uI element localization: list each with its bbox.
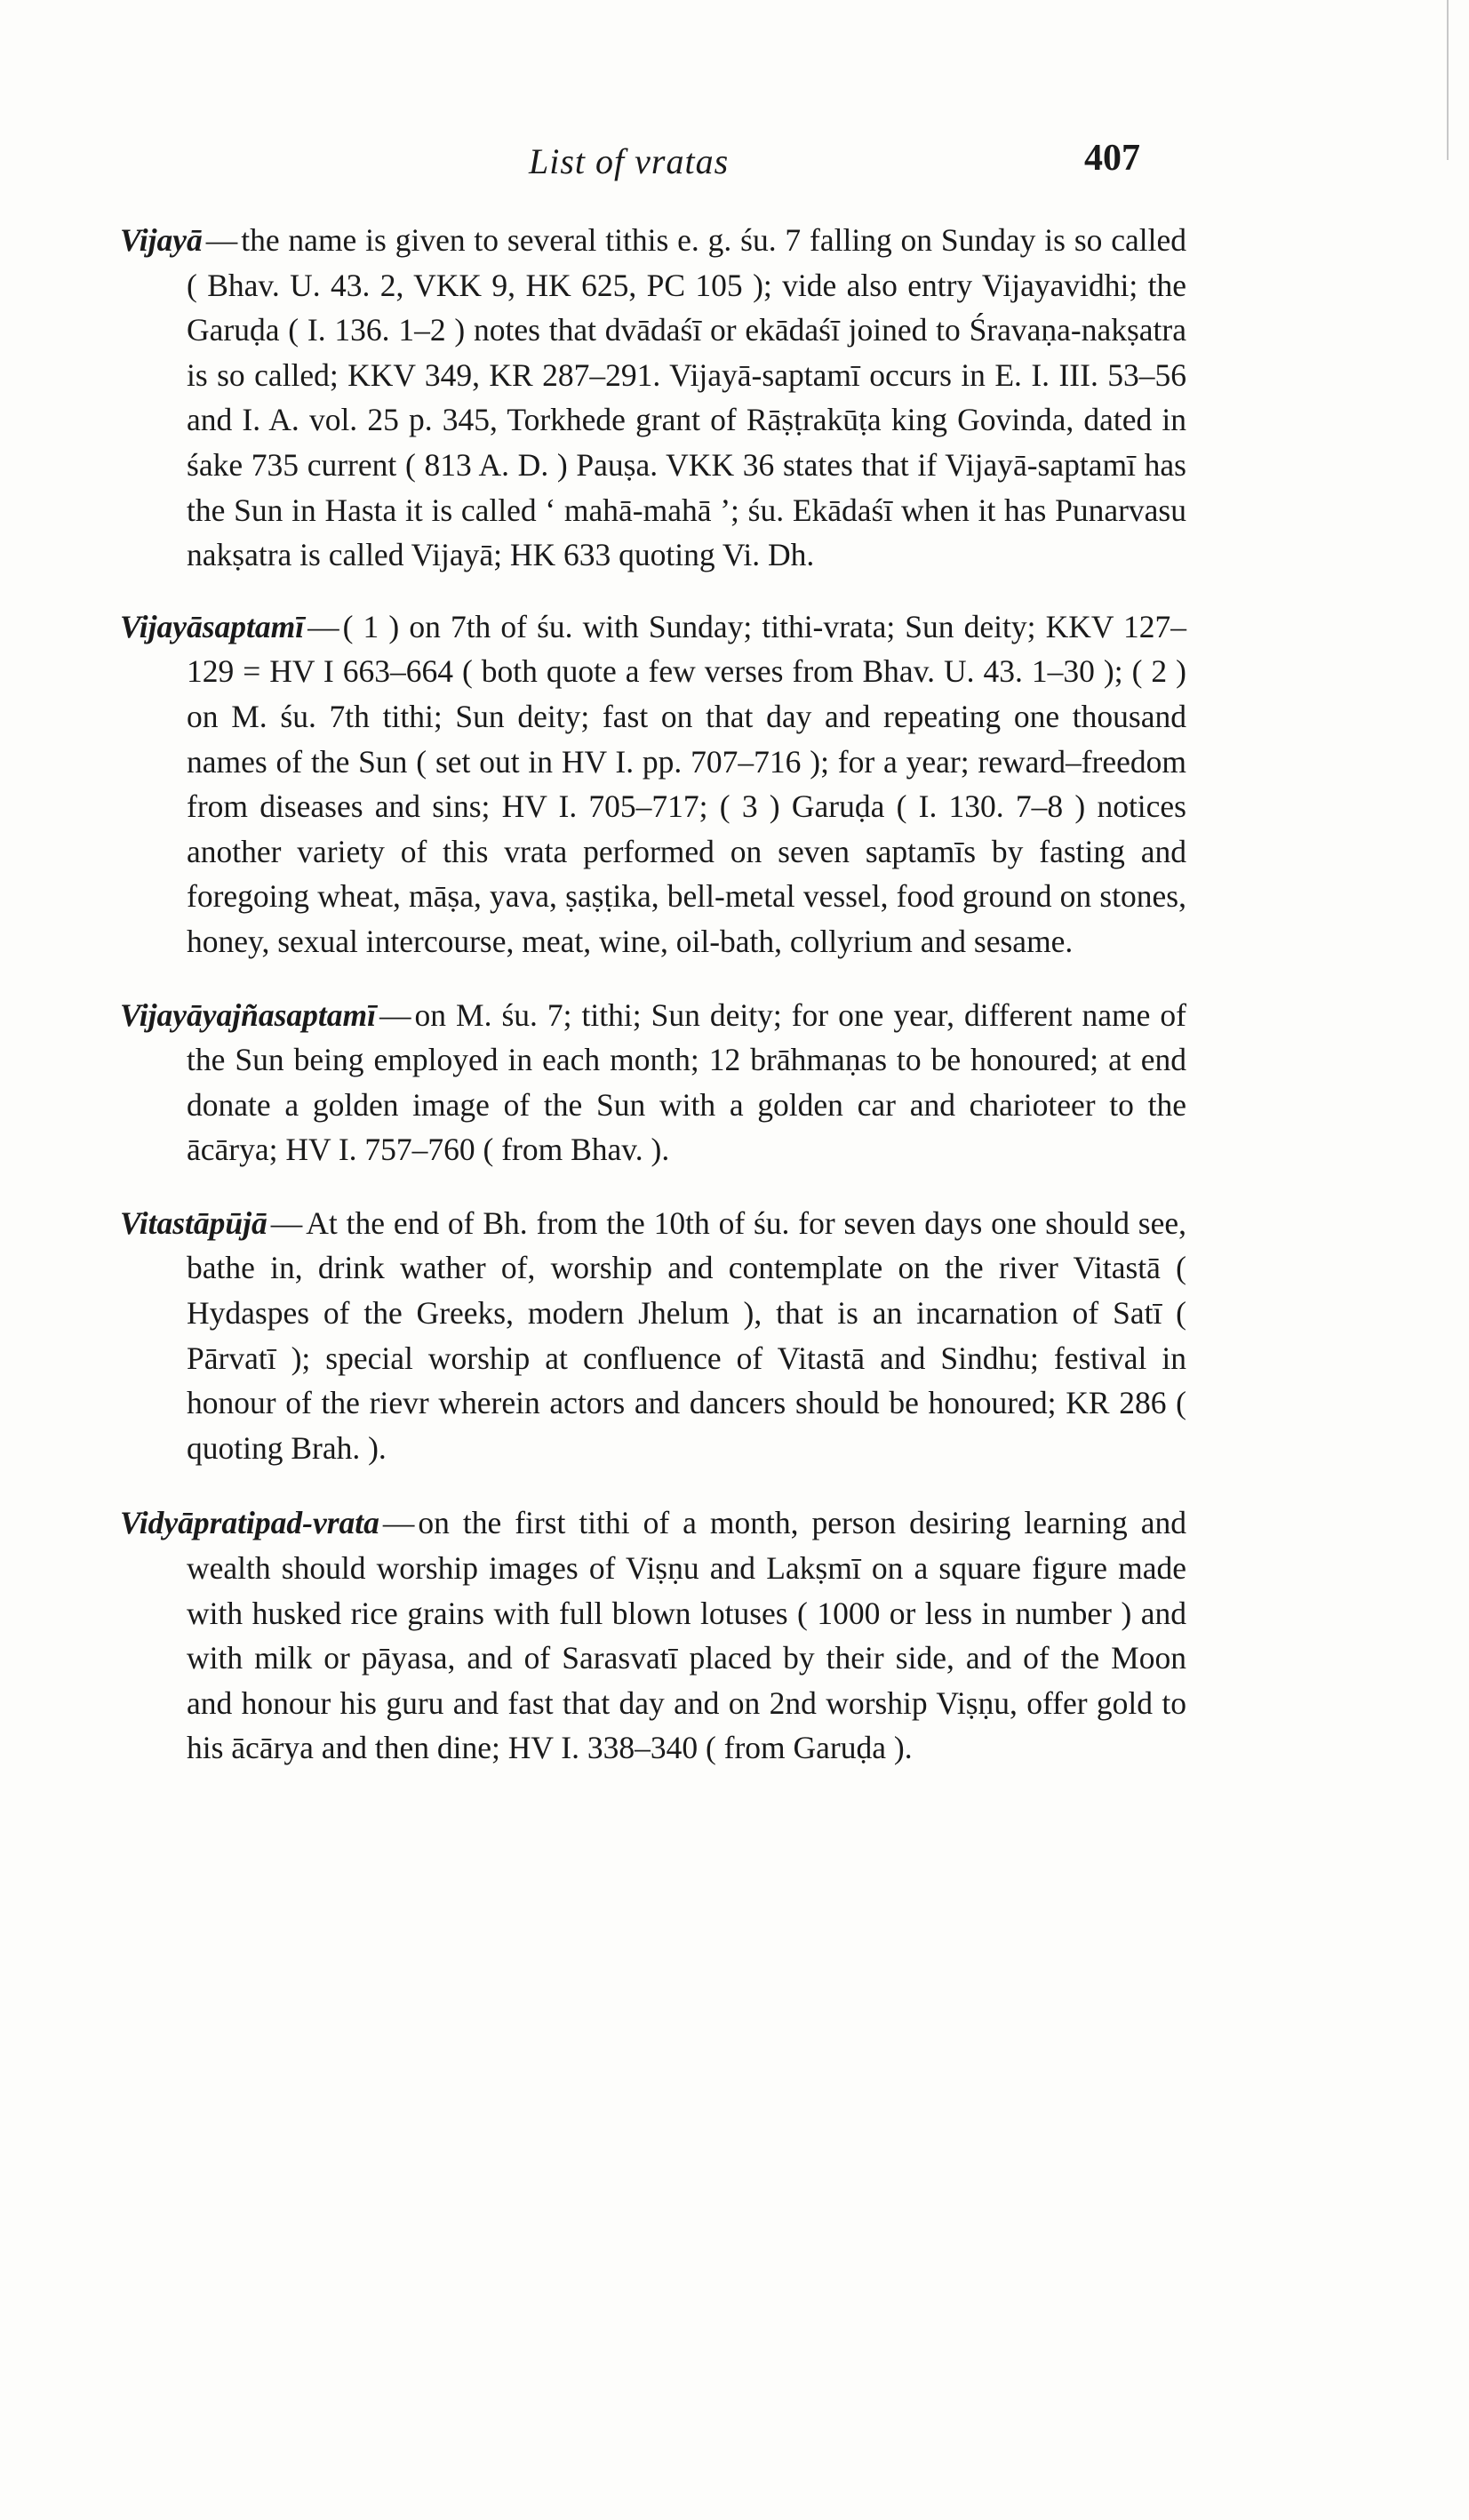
entry-headword: Vitastāpūjā bbox=[120, 1204, 267, 1241]
running-title: List of vratas bbox=[529, 141, 730, 181]
entry-vijaya bbox=[120, 218, 1186, 578]
entry-headword: Vidyāpratipad-vrata bbox=[120, 1505, 379, 1541]
entry-list bbox=[120, 218, 1186, 1796]
entry-vitastapuja bbox=[120, 1201, 1186, 1471]
em-dash: — bbox=[382, 1505, 415, 1541]
entry-vijayasaptami bbox=[120, 604, 1186, 964]
entry-headword: Vijayā bbox=[120, 222, 203, 258]
em-dash: — bbox=[205, 222, 238, 258]
entry-body: on the first tithi of a month, person desiring learning and wealth should worship images of Viṣṇu and Lakṣmī on a square figure made with husked rice grains with full blown lotuses ( 1000 or less in number ) and with milk or pāyasa, and of Sarasvatī placed by their side, and of the Moon and honour his guru and fast that day and on 2nd worship Viṣṇu, offer gold to his ācārya and then dine; HV I. 338–340 ( from Garuḍa ). bbox=[187, 1505, 1186, 1766]
entry-body: the name is given to several tithis e. g. śu. 7 falling on Sunday is so called ( Bhav. U. 43. 2, VKK 9, HK 625, PC 105 ); vide also entry Vijayavidhi; the Garuḍa ( I. 136. 1–2 ) notes that dvādaśī or ekādaśī joined to Śravaṇa-nakṣatra is so called; KKV 349, KR 287–291. Vijayā-saptamī occurs in E. I. III. 53–56 and I. A. vol. 25 p. 345, Torkhede grant of Rāṣṭrakūṭa king Govinda, dated in śake 735 current ( 813 A. D. ) Pauṣa. VKK 36 states that if Vijayā-saptamī has the Sun in Hasta it is called ‘ mahā-mahā ’; śu. Ekādaśī when it has Punarvasu nakṣatra is called Vijayā; HK 633 quoting Vi. Dh. bbox=[187, 222, 1186, 573]
entry-vijayayajnasaptami bbox=[120, 993, 1186, 1172]
em-dash: — bbox=[307, 608, 339, 644]
entry-headword: Vijayāyajñasaptamī bbox=[120, 996, 376, 1033]
entry-vidyapratipad-vrata bbox=[120, 1500, 1186, 1771]
entry-body: ( 1 ) on 7th of śu. with Sunday; tithi-vrata; Sun deity; KKV 127–129 = HV I 663–664 ( both quote a few verses from Bhav. U. 43. 1–30 ); ( 2 ) on M. śu. 7th tithi; Sun deity; fast on that day and repeating one thousand names of the Sun ( set out in HV I. pp. 707–716 ); for a year; reward–freedom from diseases and sins; HV I. 705–717; ( 3 ) Garuḍa ( I. 130. 7–8 ) notices another variety of this vrata performed on seven saptamīs by fasting and foregoing wheat, māṣa, yava, ṣaṣṭika, bell-metal vessel, food ground on stones, honey, sexual intercourse, meat, wine, oil-bath, collyrium and sesame. bbox=[187, 608, 1186, 959]
entry-body: on M. śu. 7; tithi; Sun deity; for one year, different name of the Sun being employed in each month; 12 brāhmaṇas to be honoured; at end donate a golden image of the Sun with a golden car and charioteer to the ācārya; HV I. 757–760 ( from Bhav. ). bbox=[187, 996, 1186, 1168]
em-dash: — bbox=[379, 996, 411, 1033]
page-header bbox=[0, 133, 1469, 196]
page-number: 407 bbox=[1084, 138, 1140, 179]
entry-body: At the end of Bh. from the 10th of śu. for seven days one should see, bathe in, drink wather of, worship and contemplate on the river Vitastā ( Hydaspes of the Greeks, modern Jhelum ), that is an incarnation of Satī ( Pārvatī ); special worship at confluence of Vitastā and Sindhu; festival in honour of the rievr wherein actors and dancers should be honoured; KR 286 ( quoting Brah. ). bbox=[187, 1204, 1186, 1466]
em-dash: — bbox=[270, 1204, 303, 1241]
entry-headword: Vijayāsaptamī bbox=[120, 608, 305, 644]
